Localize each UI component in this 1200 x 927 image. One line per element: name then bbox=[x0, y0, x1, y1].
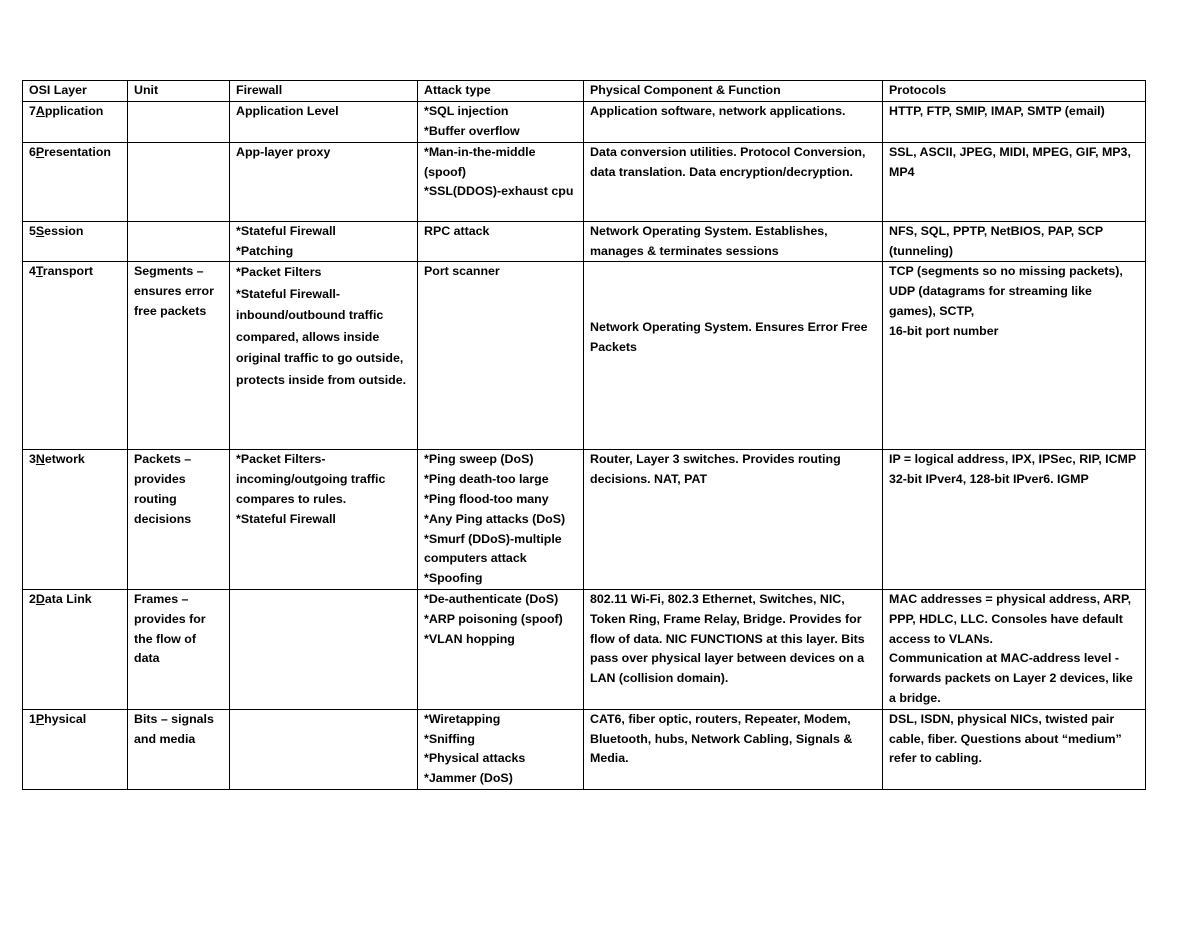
layer-initial: P bbox=[35, 711, 45, 726]
attack-line: Port scanner bbox=[424, 264, 500, 279]
physical-line: CAT6, fiber optic, routers, Repeater, Modem, Bluetooth, hubs, Network Cabling, Signals & Media. bbox=[590, 711, 853, 766]
layer-name-rest: ransport bbox=[42, 264, 94, 279]
protocols-cell bbox=[883, 101, 1146, 142]
header-unit: Unit bbox=[128, 81, 230, 102]
unit-cell bbox=[128, 709, 230, 789]
attack-line: *Spoofing bbox=[424, 571, 483, 586]
firewall-line: *Packet Filters-incoming/outgoing traffic compares to rules. bbox=[236, 452, 386, 506]
layer-name-cell bbox=[23, 142, 128, 221]
physical-cell bbox=[584, 262, 883, 450]
layer-name-rest: resentation bbox=[44, 144, 111, 159]
protocols-cell bbox=[883, 262, 1146, 450]
layer-name-rest: ata Link bbox=[44, 591, 92, 606]
unit-cell bbox=[128, 589, 230, 709]
firewall-line: *Stateful Firewall bbox=[236, 511, 336, 526]
attack-line: *Sniffing bbox=[424, 731, 475, 746]
header-protocols: Protocols bbox=[883, 81, 1146, 102]
physical-line: Router, Layer 3 switches. Provides routing decisions. NAT, PAT bbox=[590, 452, 841, 487]
firewall-cell bbox=[230, 450, 418, 590]
attack-line: *Wiretapping bbox=[424, 711, 501, 726]
attack-line: *Physical attacks bbox=[424, 751, 526, 766]
attack-cell bbox=[418, 221, 584, 262]
table-row bbox=[23, 589, 1146, 709]
physical-line: Network Operating System. Ensures Error Free Packets bbox=[590, 320, 868, 355]
protocols-line: IP = logical address, IPX, IPSec, RIP, ICMP bbox=[889, 452, 1137, 467]
attack-line: RPC attack bbox=[424, 223, 490, 238]
header-osi-layer: OSI Layer bbox=[23, 81, 128, 102]
layer-initial: D bbox=[35, 591, 45, 606]
physical-cell bbox=[584, 450, 883, 590]
firewall-line: App-layer proxy bbox=[236, 144, 331, 159]
attack-line: *De-authenticate (DoS) bbox=[424, 591, 559, 606]
attack-line: *Jammer (DoS) bbox=[424, 771, 513, 786]
unit-cell bbox=[128, 221, 230, 262]
layer-name-rest: pplication bbox=[44, 103, 104, 118]
attack-line: *SQL injection bbox=[424, 103, 509, 118]
header-physical-component: Physical Component & Function bbox=[584, 81, 883, 102]
protocols-line: 16-bit port number bbox=[889, 323, 999, 338]
attack-line: *Ping flood-too many bbox=[424, 491, 549, 506]
firewall-cell bbox=[230, 142, 418, 221]
layer-number: 6 bbox=[29, 144, 36, 159]
attack-cell bbox=[418, 709, 584, 789]
firewall-cell bbox=[230, 589, 418, 709]
attack-line: *Ping death-too large bbox=[424, 472, 549, 487]
layer-initial: T bbox=[35, 264, 43, 279]
physical-cell bbox=[584, 221, 883, 262]
osi-model-table bbox=[22, 80, 1146, 790]
firewall-line: *Patching bbox=[236, 243, 294, 258]
layer-initial: N bbox=[35, 452, 45, 467]
unit-cell bbox=[128, 142, 230, 221]
unit-line: Frames – provides for the flow of data bbox=[134, 591, 206, 666]
layer-name-cell bbox=[23, 709, 128, 789]
attack-line: *Ping sweep (DoS) bbox=[424, 452, 534, 467]
layer-number: 4 bbox=[29, 264, 36, 279]
unit-cell bbox=[128, 450, 230, 590]
protocols-line: TCP (segments so no missing packets), UDP (datagrams for streaming like games), SCTP, bbox=[889, 264, 1123, 318]
firewall-line: *Stateful Firewall bbox=[236, 223, 336, 238]
layer-initial: A bbox=[35, 103, 45, 118]
physical-line: Application software, network applications. bbox=[590, 103, 846, 118]
attack-cell bbox=[418, 262, 584, 450]
physical-cell bbox=[584, 589, 883, 709]
protocols-line: SSL, ASCII, JPEG, MIDI, MPEG, GIF, MP3, MP4 bbox=[889, 144, 1131, 179]
attack-line: *Any Ping attacks (DoS) bbox=[424, 511, 566, 526]
table-row bbox=[23, 450, 1146, 590]
table-row bbox=[23, 262, 1146, 450]
physical-line: Data conversion utilities. Protocol Conversion, data translation. Data encryption/decryption. bbox=[590, 144, 866, 179]
attack-line: *Smurf (DDoS)-multiple computers attack bbox=[424, 531, 562, 566]
table-row bbox=[23, 221, 1146, 262]
attack-cell bbox=[418, 142, 584, 221]
firewall-cell bbox=[230, 709, 418, 789]
unit-line: Bits – signals and media bbox=[134, 711, 214, 746]
layer-name-cell bbox=[23, 450, 128, 590]
firewall-line: Application Level bbox=[236, 103, 339, 118]
unit-line: Segments – ensures error free packets bbox=[134, 264, 214, 318]
attack-line: *ARP poisoning (spoof) bbox=[424, 611, 563, 626]
unit-cell bbox=[128, 262, 230, 450]
attack-cell bbox=[418, 450, 584, 590]
layer-name-cell bbox=[23, 221, 128, 262]
layer-name-cell bbox=[23, 262, 128, 450]
attack-cell bbox=[418, 101, 584, 142]
protocols-cell bbox=[883, 142, 1146, 221]
protocols-line: NFS, SQL, PPTP, NetBIOS, PAP, SCP (tunneling) bbox=[889, 223, 1103, 258]
layer-number: 3 bbox=[29, 452, 36, 467]
layer-number: 2 bbox=[29, 591, 36, 606]
layer-number: 1 bbox=[29, 711, 36, 726]
firewall-cell bbox=[230, 262, 418, 450]
firewall-line: *Stateful Firewall-inbound/outbound traffic compared, allows inside original traffic to go outside, protects inside from outside. bbox=[236, 286, 407, 387]
unit-line: Packets – provides routing decisions bbox=[134, 452, 192, 526]
header-firewall: Firewall bbox=[230, 81, 418, 102]
protocols-line: 32-bit IPver4, 128-bit IPver6. IGMP bbox=[889, 472, 1089, 487]
protocols-line: HTTP, FTP, SMIP, IMAP, SMTP (email) bbox=[889, 103, 1105, 118]
attack-line: *VLAN hopping bbox=[424, 631, 515, 646]
layer-number: 5 bbox=[29, 223, 36, 238]
physical-line: 802.11 Wi-Fi, 802.3 Ethernet, Switches, NIC, Token Ring, Frame Relay, Bridge. Provides for flow of data. NIC FUNCTIONS at this layer. Bits pass over physical layer between devices on a LAN (collision domain). bbox=[590, 591, 865, 686]
protocols-cell bbox=[883, 450, 1146, 590]
unit-cell bbox=[128, 101, 230, 142]
protocols-line: MAC addresses = physical address, ARP, PPP, HDLC, LLC. Consoles have default access to VLANs. bbox=[889, 591, 1132, 646]
protocols-line: DSL, ISDN, physical NICs, twisted pair cable, fiber. Questions about “medium” refer to cabling. bbox=[889, 711, 1122, 766]
layer-initial: P bbox=[35, 144, 45, 159]
attack-line: *SSL(DDOS)-exhaust cpu bbox=[424, 184, 574, 199]
table-row bbox=[23, 142, 1146, 221]
physical-cell bbox=[584, 709, 883, 789]
firewall-cell bbox=[230, 101, 418, 142]
cell-spacer bbox=[590, 262, 877, 318]
protocols-cell bbox=[883, 589, 1146, 709]
physical-cell bbox=[584, 101, 883, 142]
table-row bbox=[23, 101, 1146, 142]
layer-name-rest: hysical bbox=[44, 711, 87, 726]
attack-line: *Buffer overflow bbox=[424, 123, 520, 138]
firewall-line: *Packet Filters bbox=[236, 265, 322, 280]
physical-line: Network Operating System. Establishes, manages & terminates sessions bbox=[590, 223, 828, 258]
header-row bbox=[23, 81, 1146, 102]
layer-number: 7 bbox=[29, 103, 36, 118]
protocols-cell bbox=[883, 709, 1146, 789]
layer-name-rest: ession bbox=[44, 223, 84, 238]
table-header bbox=[23, 81, 1146, 102]
table-row bbox=[23, 709, 1146, 789]
attack-line: *Man-in-the-middle (spoof) bbox=[424, 144, 536, 179]
table-body bbox=[23, 101, 1146, 789]
physical-cell bbox=[584, 142, 883, 221]
layer-name-cell bbox=[23, 101, 128, 142]
protocols-cell bbox=[883, 221, 1146, 262]
header-attack-type: Attack type bbox=[418, 81, 584, 102]
protocols-line: Communication at MAC-address level - forwards packets on Layer 2 devices, like a bridge. bbox=[889, 651, 1133, 705]
attack-cell bbox=[418, 589, 584, 709]
layer-name-rest: etwork bbox=[44, 452, 85, 467]
firewall-cell bbox=[230, 221, 418, 262]
layer-name-cell bbox=[23, 589, 128, 709]
layer-initial: S bbox=[35, 223, 45, 238]
osi-reference-sheet bbox=[22, 80, 1145, 790]
